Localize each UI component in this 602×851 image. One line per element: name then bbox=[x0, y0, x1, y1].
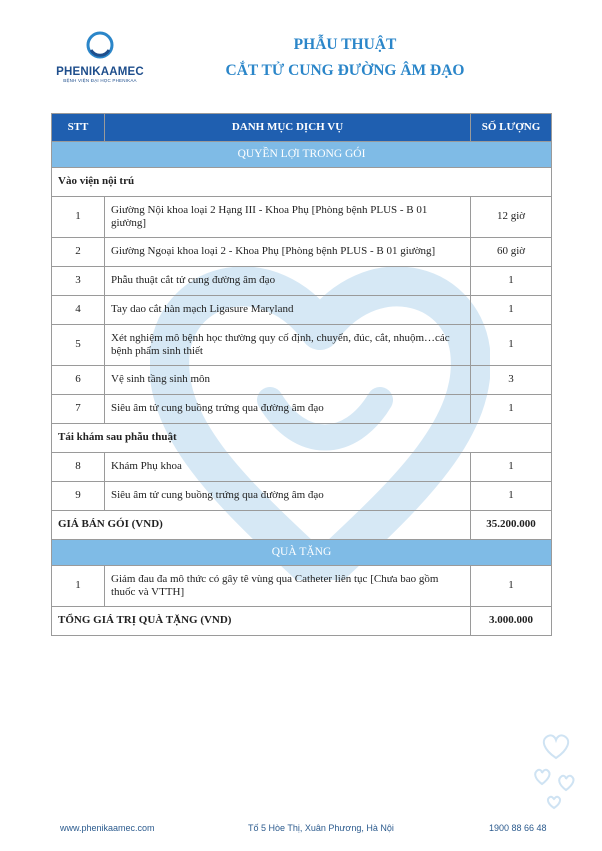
row-quantity: 12 giờ bbox=[471, 197, 552, 238]
table-row bbox=[52, 238, 552, 267]
section-benefits-row bbox=[52, 142, 552, 168]
row-stt: 2 bbox=[52, 238, 105, 267]
footer-website[interactable]: www.phenikaamec.com bbox=[60, 823, 155, 833]
table-row bbox=[52, 566, 552, 607]
row-quantity: 3 bbox=[471, 366, 552, 395]
group-followup: Tái khám sau phẫu thuật bbox=[52, 424, 552, 453]
row-service: Giảm đau đa mô thức có gây tê vùng qua Catheter liên tục [Chưa bao gồm thuốc và VTTH] bbox=[105, 566, 471, 607]
footer-phone: 1900 88 66 48 bbox=[489, 823, 547, 833]
table-row bbox=[52, 453, 552, 482]
row-quantity: 60 giờ bbox=[471, 238, 552, 267]
table-row bbox=[52, 267, 552, 296]
row-stt: 3 bbox=[52, 267, 105, 296]
row-service: Giường Ngoại khoa loại 2 - Khoa Phụ [Phòng bệnh PLUS - B 01 giường] bbox=[105, 238, 471, 267]
logo-subtitle: BỆNH VIỆN ĐẠI HỌC PHENIKAA bbox=[63, 78, 137, 83]
package-price-row bbox=[52, 511, 552, 540]
table-row bbox=[52, 482, 552, 511]
package-price-value: 35.200.000 bbox=[471, 511, 552, 540]
row-quantity: 1 bbox=[471, 482, 552, 511]
header-service: DANH MỤC DỊCH VỤ bbox=[105, 114, 471, 142]
row-stt: 1 bbox=[52, 197, 105, 238]
hearts-decoration-icon bbox=[532, 732, 580, 812]
row-quantity: 1 bbox=[471, 566, 552, 607]
row-service: Khám Phụ khoa bbox=[105, 453, 471, 482]
row-stt: 7 bbox=[52, 395, 105, 424]
section-benefits: QUYỀN LỢI TRONG GÓI bbox=[52, 142, 552, 168]
gift-total-row bbox=[52, 607, 552, 636]
row-stt: 1 bbox=[52, 566, 105, 607]
header-stt: STT bbox=[52, 114, 105, 142]
row-service: Giường Nội khoa loại 2 Hạng III - Khoa Phụ [Phòng bệnh PLUS - B 01 giường] bbox=[105, 197, 471, 238]
table-row bbox=[52, 325, 552, 366]
group-inpatient-row bbox=[52, 168, 552, 197]
section-gifts-row bbox=[52, 540, 552, 566]
package-price-label: GIÁ BÁN GÓI (VND) bbox=[52, 511, 471, 540]
row-stt: 9 bbox=[52, 482, 105, 511]
logo-name: PHENIKAAMEC bbox=[56, 66, 144, 78]
row-quantity: 1 bbox=[471, 296, 552, 325]
row-stt: 5 bbox=[52, 325, 105, 366]
section-gifts: QUÀ TẶNG bbox=[52, 540, 552, 566]
gift-total-value: 3.000.000 bbox=[471, 607, 552, 636]
group-followup-row bbox=[52, 424, 552, 453]
row-service: Vệ sinh tầng sinh môn bbox=[105, 366, 471, 395]
row-service: Siêu âm tử cung buồng trứng qua đường âm đạo bbox=[105, 482, 471, 511]
page-title-line2: CẮT TỬ CUNG ĐƯỜNG ÂM ĐẠO bbox=[225, 62, 465, 79]
row-stt: 8 bbox=[52, 453, 105, 482]
phenikaamec-logo-icon bbox=[85, 30, 115, 60]
table-row bbox=[52, 366, 552, 395]
gift-total-label: TỔNG GIÁ TRỊ QUÀ TẶNG (VND) bbox=[52, 607, 471, 636]
row-stt: 6 bbox=[52, 366, 105, 395]
row-service: Tay dao cắt hàn mạch Ligasure Maryland bbox=[105, 296, 471, 325]
logo bbox=[50, 30, 150, 83]
row-quantity: 1 bbox=[471, 267, 552, 296]
table-row bbox=[52, 197, 552, 238]
group-inpatient: Vào viện nội trú bbox=[52, 168, 552, 197]
services-table bbox=[51, 113, 552, 636]
row-service: Xét nghiệm mô bệnh học thường quy cố định, chuyển, đúc, cắt, nhuộm…các bệnh phẩm sinh thiết bbox=[105, 325, 471, 366]
row-service: Phẫu thuật cắt tử cung đường âm đạo bbox=[105, 267, 471, 296]
footer-address: Tố 5 Hòe Thị, Xuân Phương, Hà Nội bbox=[248, 823, 394, 833]
header-quantity: SỐ LƯỢNG bbox=[471, 114, 552, 142]
table-header-row bbox=[52, 114, 552, 142]
row-stt: 4 bbox=[52, 296, 105, 325]
row-quantity: 1 bbox=[471, 395, 552, 424]
table-row bbox=[52, 395, 552, 424]
row-service: Siêu âm tử cung buồng trứng qua đường âm đạo bbox=[105, 395, 471, 424]
page-title-line1: PHẪU THUẬT bbox=[293, 36, 397, 53]
row-quantity: 1 bbox=[471, 325, 552, 366]
row-quantity: 1 bbox=[471, 453, 552, 482]
table-row bbox=[52, 296, 552, 325]
